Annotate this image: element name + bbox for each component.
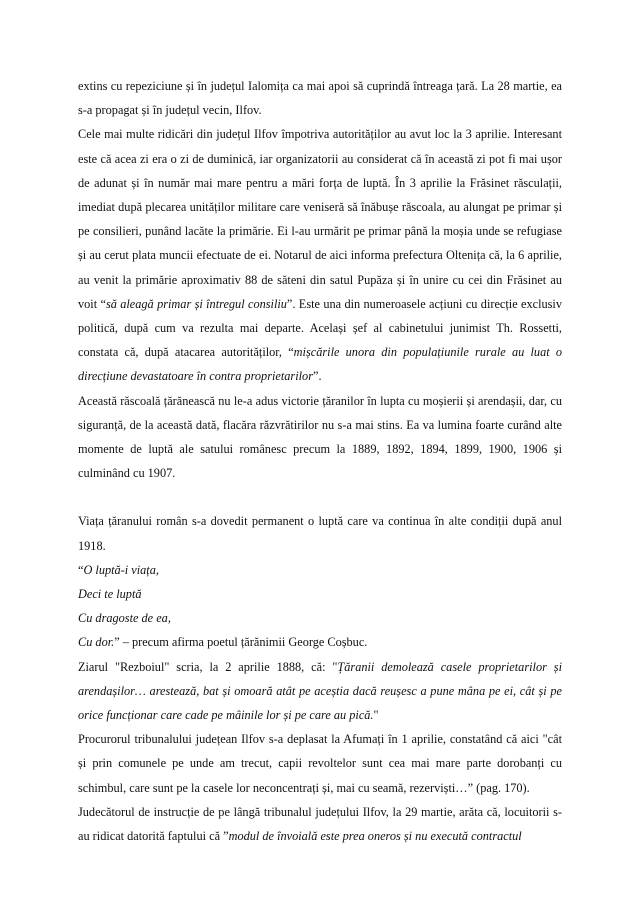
poem-line (78, 630, 562, 654)
quote-italic: modul de învoială este prea oneros și nu execută contractul (228, 829, 522, 844)
paragraph-text: ”. (312, 369, 322, 384)
paragraph-text: Judecătorul de instrucție de pe lângă tribunalul județului Ilfov, la 29 martie, arăta că, locuitorii s-au ridicat datorită faptului că ” (78, 804, 562, 844)
poem-text: Cu dragoste de ea, (78, 611, 171, 626)
paragraph-rascoala (78, 389, 562, 486)
paragraph-text: Ziarul "Rezboiul" scria, la 2 aprilie 1888, că: " (78, 659, 338, 674)
poem-line (78, 582, 562, 606)
paragraph-procuror (78, 727, 562, 800)
paragraph-rezboiul (78, 655, 562, 728)
paragraph-judecator (78, 800, 562, 848)
poem-text: Cu dor. (78, 635, 115, 650)
poem-line (78, 558, 562, 582)
paragraph-text: Viața țăranului român s-a dovedit permanent o luptă care va continua în alte condiții după anul 1918. (78, 514, 562, 553)
paragraph-text: Această răscoală țărănească nu le-a adus victorie țăranilor în lupta cu moșierii și arendașii, dar, cu siguranță, de la această dată, flacăra răzvrătirilor nu s-a mai stins. Ea va lumina foarte curând alte momente de luptă ale satului românesc precum la 1889, 1892, 1894, 1899, 1900, 1906 și culminând cu 1907. (78, 393, 562, 481)
quote-italic: Țăranii demolează casele proprietarilor și arendașilor… arestează, bat și omoară atât pe aceștia dacă reușesc a pune mâna pe ei, cât și pe orice funcționar care cade pe mâinile lor și pe care au pică. (78, 659, 562, 723)
poem-text: O luptă-i viața, (83, 562, 159, 577)
paragraph-text: Cele mai multe ridicări din județul Ilfov împotriva autorităților au avut loc la 3 aprilie. Interesant este că acea zi era o zi de duminică, iar organizatorii au considerat că în această zi pot fi mai ușor de adunat și în număr mai mare pentru a mări forța de luptă. În 3 aprilie la Frăsinet răsculații, imediat după plecarea unităților militare care veniseră să înăbușe răscoala, au alungat pe primar și pe consilieri, punând lacăte la primărie. Ei l-au urmărit pe primar până la moșia unde se refugiase și au cerut plata muncii efectuate de ei. Notarul de aici informa prefectura Oltenița că, la 6 aprilie, au venit la primărie aproximativ 88 de săteni din satul Pupăza și în unire cu cei din Frăsinet au voit “ (78, 127, 562, 311)
poem-line (78, 606, 562, 630)
paragraph-text: extins cu repeziciune și în județul Ialomița ca mai apoi să cuprindă întreaga țară. La 28 martie, ea s-a propagat și în județul vecin, Ilfov. (78, 79, 562, 118)
poem-text: Deci te luptă (78, 587, 142, 602)
paragraph-viata (78, 509, 562, 557)
quote-italic: să aleagă primar și întregul consiliu (105, 296, 287, 311)
paragraph-text: " (373, 708, 379, 723)
paragraph-text: ”. Este una din numeroasele acțiuni cu direcție exclusiv politică, după cum va rezulta mai departe. Același șef al cabinetului junimist Th. Rossetti, constata că, după atacarea autorităților, “ (78, 296, 562, 360)
poem-attribution: ” – precum afirma poetul țărănimii George Coșbuc. (114, 635, 368, 650)
paragraph-ialomita (78, 74, 562, 122)
quote-italic: mișcările unora din populațiunile rurale au luat o direcțiune devastatoare în contra proprietarilor (78, 345, 563, 384)
quote-mark: “ (78, 562, 84, 577)
paragraph-ilfov (78, 122, 562, 388)
paragraph-text: Procurorul tribunalului județean Ilfov s-a deplasat la Afumați în 1 aprilie, constatând că aici "cât și prin comunele pe unde am trecut, capii revoltelor sunt cea mai mare parte dorobanți cu schimbul, care sunt pe la casele lor neconcentrați și, mai cu seamă, rezerviști…” (pag. 170). (78, 732, 562, 795)
